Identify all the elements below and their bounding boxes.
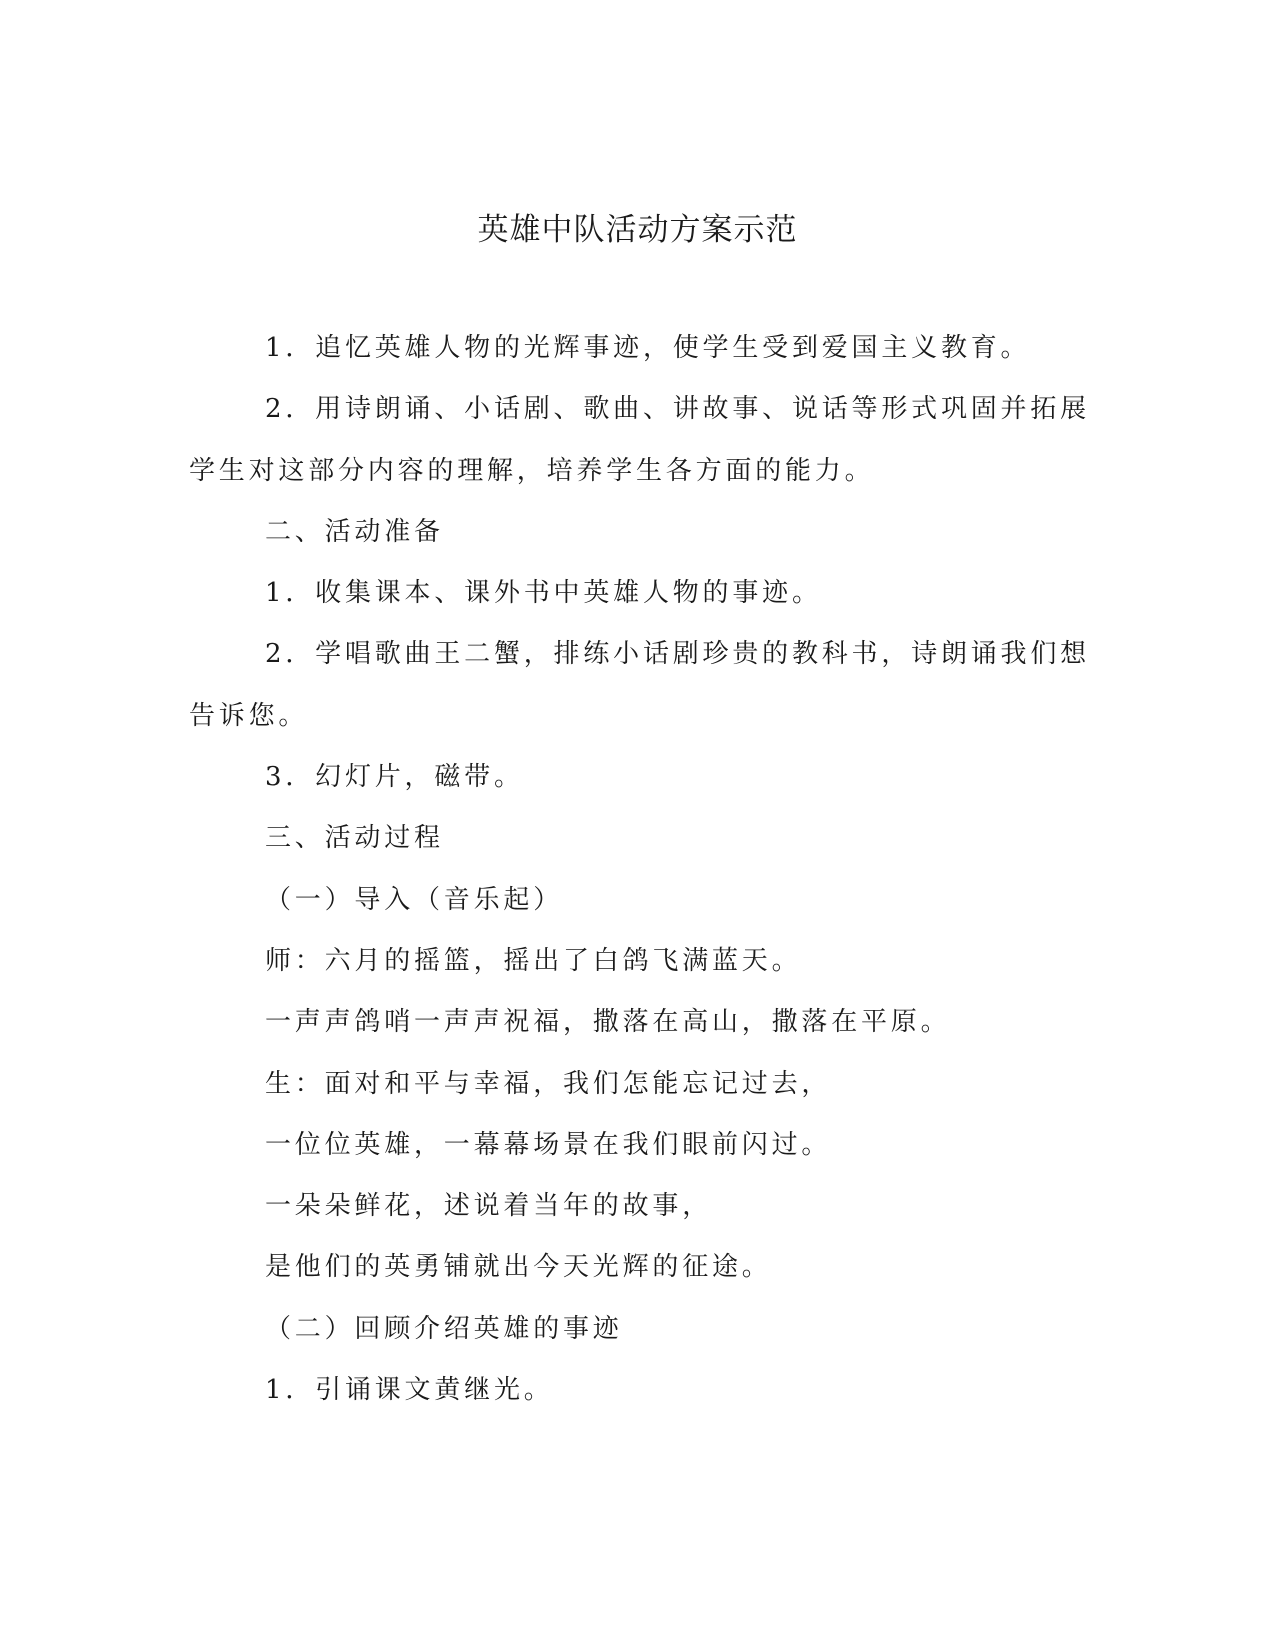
- paragraph-line: 2．学唱歌曲王二蟹，排练小话剧珍贵的教科书，诗朗诵我们想: [265, 639, 1090, 670]
- paragraph-line: 师：六月的摇篮，摇出了白鸽飞满蓝天。: [265, 945, 802, 976]
- paragraph-line: 告诉您。: [189, 700, 309, 731]
- paragraph-line: 2．用诗朗诵、小话剧、歌曲、讲故事、说话等形式巩固并拓展: [265, 394, 1090, 425]
- paragraph-line: 1．追忆英雄人物的光辉事迹，使学生受到爱国主义教育。: [265, 333, 1031, 363]
- paragraph-line: 1．引诵课文黄继光。: [265, 1375, 554, 1406]
- paragraph-line: 一位位英雄，一幕幕场景在我们眼前闪过。: [265, 1129, 832, 1160]
- subsection-heading: （二）回顾介绍英雄的事迹: [265, 1313, 623, 1344]
- paragraph-line: 1．收集课本、课外书中英雄人物的事迹。: [265, 578, 822, 609]
- paragraph-line: 一声声鸽哨一声声祝福，撒落在高山，撒落在平原。: [265, 1007, 951, 1038]
- paragraph-line: 是他们的英勇铺就出今天光辉的征途。: [265, 1252, 772, 1283]
- document-title: 英雄中队活动方案示范: [477, 212, 798, 248]
- subsection-heading: （一）导入（音乐起）: [265, 884, 564, 915]
- paragraph-line: 3．幻灯片，磁带。: [265, 762, 524, 793]
- section-heading: 二、活动准备: [265, 516, 444, 547]
- paragraph-line: 生：面对和平与幸福，我们怎能忘记过去，: [265, 1068, 832, 1099]
- section-heading: 三、活动过程: [265, 823, 444, 854]
- paragraph-line: 学生对这部分内容的理解，培养学生各方面的能力。: [189, 455, 875, 486]
- document-body: [189, 330, 1090, 1433]
- paragraph-line: 一朵朵鲜花，述说着当年的故事，: [265, 1191, 713, 1222]
